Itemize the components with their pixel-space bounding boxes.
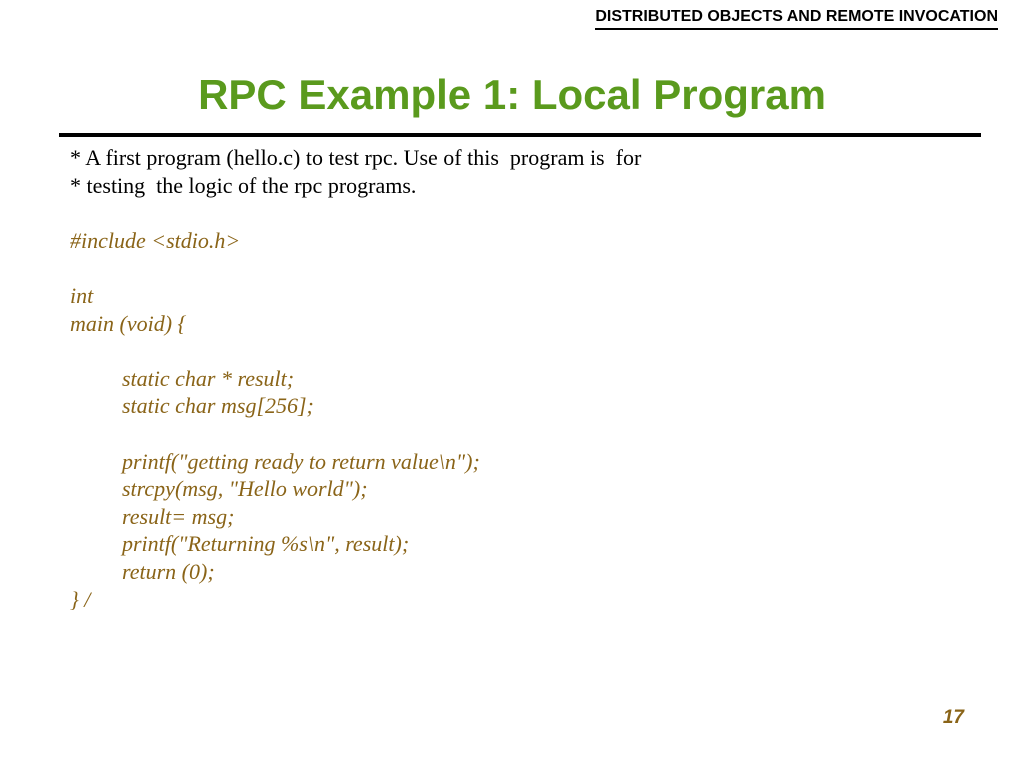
- code-line: #include <stdio.h>: [70, 227, 241, 253]
- code-line: printf("getting ready to return value\n");: [122, 448, 480, 474]
- comment-line: * testing the logic of the rpc programs.: [70, 172, 417, 198]
- code-line: main (void) {: [70, 310, 187, 336]
- blank-line: [70, 199, 970, 227]
- page-number: 17: [942, 707, 964, 728]
- code-line: printf("Returning %s\n", result);: [122, 531, 410, 557]
- blank-line: [70, 254, 970, 282]
- blank-line: [70, 337, 970, 365]
- code-line: strcpy(msg, "Hello world");: [122, 476, 368, 502]
- code-line: } /: [70, 586, 91, 612]
- code-line: int: [70, 282, 94, 308]
- code-line: return (0);: [122, 558, 215, 584]
- comment-line: * A first program (hello.c) to test rpc. Use of this program is for: [70, 145, 642, 170]
- section-header: DISTRIBUTED OBJECTS AND REMOTE INVOCATION: [595, 7, 998, 30]
- code-line: static char * result;: [122, 365, 295, 391]
- title-divider: [59, 133, 981, 137]
- code-line: static char msg[256];: [122, 393, 314, 419]
- code-line: result= msg;: [122, 503, 235, 529]
- slide-body: [70, 144, 970, 613]
- slide-title: RPC Example 1: Local Program: [198, 71, 826, 118]
- blank-line: [70, 420, 970, 448]
